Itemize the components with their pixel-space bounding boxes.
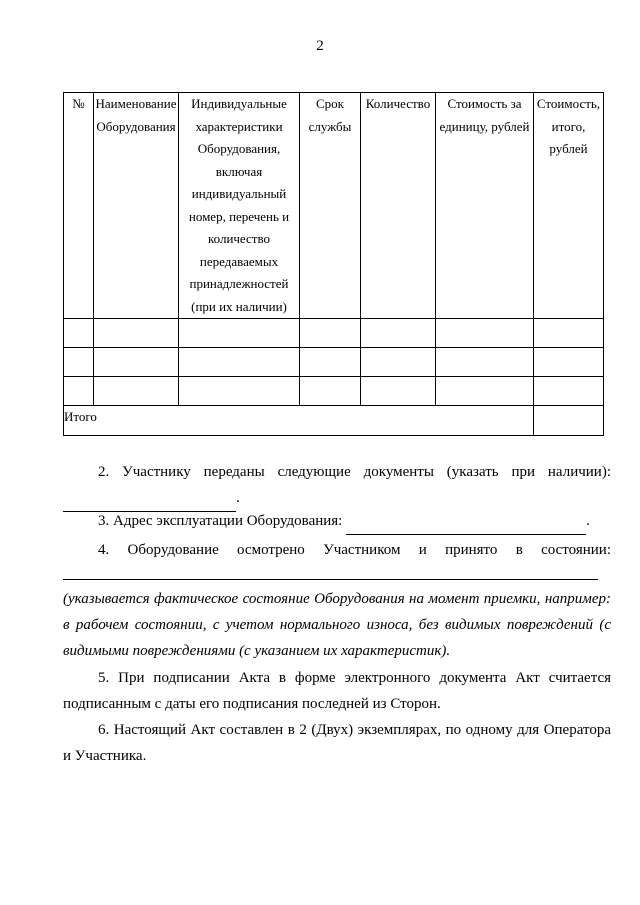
table-cell: [300, 319, 361, 348]
table-cell: [64, 319, 94, 348]
header-unit-cost: Стоимость за единицу, рублей: [436, 93, 534, 319]
paragraph-2-tail: .: [236, 490, 240, 506]
paragraph-3: [63, 508, 611, 535]
equipment-table: [63, 92, 604, 436]
header-name: Наименование Оборудования: [94, 93, 179, 319]
table-row: [64, 377, 604, 406]
table-cell: [94, 319, 179, 348]
table-cell: [436, 319, 534, 348]
paragraph-4-note: (указывается фактическое состояние Оборудования на момент приемки, например: в рабочем состоянии, с учетом нормального износа, без видимых повреждений (с видимыми повреждениями (с указанием их характеристик).: [63, 591, 611, 659]
table-cell: [64, 348, 94, 377]
address-label: 3. Адрес эксплуатации Оборудования:: [98, 513, 343, 529]
table-cell: [179, 377, 300, 406]
table-cell: [361, 319, 436, 348]
header-total-cost: Стоимость, итого, рублей: [534, 93, 604, 319]
paragraph-2: 2. Участнику переданы следующие документы (указать при наличии):: [98, 464, 611, 480]
header-quantity: Количество: [361, 93, 436, 319]
table-cell: [300, 348, 361, 377]
header-characteristics: Индивидуальные характеристики Оборудования, включая индивидуальный номер, перечень и количество передаваемых принадлежностей (при их наличии): [179, 93, 300, 319]
table-cell: [436, 377, 534, 406]
table-cell: [300, 377, 361, 406]
paragraph-3-tail: .: [586, 513, 590, 529]
header-number: №: [64, 93, 94, 319]
table-cell: [361, 377, 436, 406]
total-label: Итого: [64, 406, 534, 436]
table-cell: [179, 319, 300, 348]
table-cell: [534, 348, 604, 377]
table-cell: [436, 348, 534, 377]
header-service-life: Срок службы: [300, 93, 361, 319]
table-total-row: [64, 406, 604, 436]
table-cell: [179, 348, 300, 377]
table-cell: [534, 319, 604, 348]
table-header-row: [64, 93, 604, 319]
table-cell: [361, 348, 436, 377]
table-cell: [64, 377, 94, 406]
paragraph-6: 6. Настоящий Акт составлен в 2 (Двух) экземплярах, по одному для Оператора и Участника.: [63, 722, 611, 764]
condition-blank-line[interactable]: [63, 579, 598, 580]
paragraph-4: 4. Оборудование осмотрено Участником и принято в состоянии:: [98, 542, 611, 558]
table-cell: [534, 377, 604, 406]
table-cell: [94, 377, 179, 406]
table-row: [64, 319, 604, 348]
table-cell: [94, 348, 179, 377]
paragraph-5: 5. При подписании Акта в форме электронного документа Акт считается подписанным с даты его подписания последней из Сторон.: [63, 670, 611, 712]
address-blank-line[interactable]: [346, 508, 586, 535]
page-number: 2: [316, 38, 324, 54]
table-row: [64, 348, 604, 377]
total-value-cell: [534, 406, 604, 436]
